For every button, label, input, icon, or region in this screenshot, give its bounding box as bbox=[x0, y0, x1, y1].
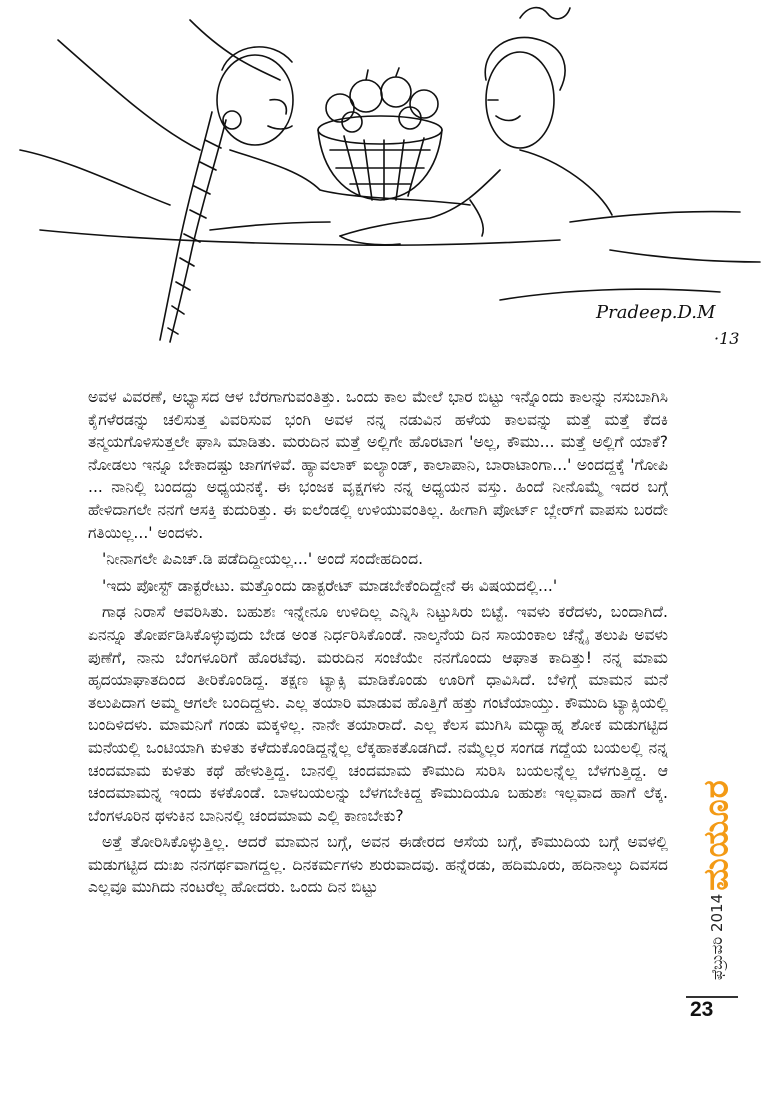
artist-signature: Pradeep.D.M bbox=[596, 302, 716, 323]
paragraph: ಅತ್ತೆ ತೋರಿಸಿಕೊಳ್ಳುತ್ತಿಲ್ಲ. ಆದರೆ ಮಾಮನ ಬಗ್ಗೆ, ಅವನ ಈಡೇರದ ಆಸೆಯ ಬಗ್ಗೆ, ಕೌಮುದಿಯ ಬಗ್ಗೆ ಅವಳಲ್ಲಿ ಮಡುಗಟ್ಟಿದ ದುಃಖ ನನಗರ್ಥವಾಗದ್ದಲ್ಲ. ದಿನಕರ್ಮಗಳು ಶುರುವಾದವು. ಹನ್ನೆರಡು, ಹದಿಮೂರು, ಹದಿನಾಲ್ಕು ದಿವಸದ ಎಲ್ಲವೂ ಮುಗಿದು ನಂಟರೆಲ್ಲ ಹೋದರು. ಒಂದು ದಿನ ಬಿಟ್ಟು bbox=[88, 833, 668, 897]
article-body bbox=[88, 386, 668, 899]
paragraph: 'ಇದು ಪೋಸ್ಟ್ ಡಾಕ್ಟರೇಟು. ಮತ್ತೊಂದು ಡಾಕ್ಟರೇಟ್ ಮಾಡಬೇಕೆಂದಿದ್ದೇನೆ ಈ ವಿಷಯದಲ್ಲಿ...' bbox=[102, 576, 558, 595]
magazine-logo bbox=[696, 780, 738, 890]
paragraph: ಗಾಢ ನಿರಾಸೆ ಆವರಿಸಿತು. ಬಹುಶಃ ಇನ್ನೇನೂ ಉಳಿದಿಲ್ಲ ಎನ್ನಿಸಿ ನಿಟ್ಟುಸಿರು ಬಿಟ್ಟೆ. ಇವಳು ಕರೆದಳು, ಬಂದಾಗಿದೆ. ಏನನ್ನೂ ತೋರ್ಪಡಿಸಿಕೊಳ್ಳುವುದು ಬೇಡ ಅಂತ ನಿರ್ಧರಿಸಿಕೊಂಡೆ. ನಾಲ್ಕನೆಯ ದಿನ ಸಾಯಂಕಾಲ ಚೆನ್ನೈ ತಲುಪಿ ಅವಳು ಪುಣೆಗೆ, ನಾನು ಬೆಂಗಳೂರಿಗೆ ಹೊರಟೆವು. ಮರುದಿನ ಸಂಜೆಯೇ ನನಗೊಂದು ಆಘಾತ ಕಾದಿತ್ತು! ನನ್ನ ಮಾಮ ಹೃದಯಾಘಾತದಿಂದ ತೀರಿಕೊಂಡಿದ್ದ. ತಕ್ಷಣ ಟ್ಯಾಕ್ಸಿ ಮಾಡಿಕೊಂಡು ಊರಿಗೆ ಧಾವಿಸಿದೆ. ಬೆಳಿಗ್ಗೆ ಮಾಮನ ಮನೆ ತಲುಪಿದಾಗ ಅಮ್ಮ ಆಗಲೇ ಬಂದಿದ್ದಳು. ಎಲ್ಲ ತಯಾರಿ ಮಾಡುವ ಹೊತ್ತಿಗೆ ಹತ್ತು ಗಂಟೆಯಾಯ್ತು. ಕೌಮುದಿ ಟ್ಯಾಕ್ಸಿಯಲ್ಲಿ ಬಂದಿಳಿದಳು. ಮಾಮನಿಗೆ ಗಂಡು ಮಕ್ಕಳಿಲ್ಲ. ನಾನೇ ತಯಾರಾದೆ. ಎಲ್ಲ ಕೆಲಸ ಮುಗಿಸಿ ಮಧ್ಯಾಹ್ನ ಶೋಕ ಮಡುಗಟ್ಟಿದ ಮನೆಯಲ್ಲಿ ಒಂಟಿಯಾಗಿ ಕುಳಿತು ಕಳೆದುಕೊಂಡಿದ್ದನ್ನೆಲ್ಲ ಲೆಕ್ಕಹಾಕತೊಡಗಿದೆ. ನಮ್ಮೆಲ್ಲರ ಸಂಗಡ ಗದ್ದೆಯ ಬಯಲಲ್ಲಿ ನನ್ನ ಚಂದಮಾಮ ಕುಳಿತು ಕಥೆ ಹೇಳುತ್ತಿದ್ದ. ಬಾನಲ್ಲಿ ಚಂದಮಾಮ ಕೌಮುದಿ ಸುರಿಸಿ ಬಯಲನ್ನೆಲ್ಲ ಬೆಳಗುತ್ತಿದ್ದ. ಆ ಚಂದಮಾಮನ್ನ ಇಂದು ಕಳಕೊಂಡೆ. ಬಾಳಬಯಲನ್ನು ಬೆಳಗಬೇಕಿದ್ದ ಕೌಮುದಿಯೂ ಬಹುಶಃ ಇಲ್ಲವಾದ ಹಾಗೆ ಲೆಕ್ಕ. ಬೆಂಗಳೂರಿನ ಥಳುಕಿನ ಬಾನಿನಲ್ಲಿ ಚಂದಮಾಮ ಎಲ್ಲಿ ಕಾಣಬೇಕು? bbox=[88, 603, 668, 825]
paragraph: 'ನೀನಾಗಲೇ ಪಿಎಚ್.ಡಿ ಪಡೆದಿದ್ದೀಯಲ್ಲ...' ಅಂದೆ ಸಂದೇಹದಿಂದ. bbox=[102, 550, 424, 569]
page-number: 23 bbox=[690, 998, 714, 1021]
article-illustration bbox=[0, 0, 767, 360]
paragraph: ಅವಳ ವಿವರಣೆ, ಅಭ್ಯಾಸದ ಆಳ ಬೆರಗಾಗುವಂತಿತ್ತು. ಒಂದು ಕಾಲ ಮೇಲೆ ಭಾರ ಬಿಟ್ಟು ಇನ್ನೊಂದು ಕಾಲನ್ನು ನಸುಬಾಗಿಸಿ ಕೈಗಳೆರಡನ್ನು ಚಲಿಸುತ್ತ ವಿವರಿಸುವ ಭಂಗಿ ಅವಳ ನನ್ನ ನಡುವಿನ ಹಳೆಯ ಕಾಲವನ್ನು ಮತ್ತೆ ಮತ್ತೆ ಕೆದಕಿ ತನ್ಮಯಗೊಳಿಸುತ್ತಲೇ ಘಾಸಿ ಮಾಡಿತು. ಮರುದಿನ ಮತ್ತೆ ಅಲ್ಲಿಗೇ ಹೊರಟಾಗ 'ಅಲ್ಲ, ಕೌಮು... ಮತ್ತೆ ಅಲ್ಲಿಗೆ ಯಾಕೆ? ನೋಡಲು ಇನ್ನೂ ಬೇಕಾದಷ್ಟು ಜಾಗಗಳಿವೆ. ಹ್ಯಾವಲಾಕ್ ಐಲ್ಯಾಂಡ್, ಕಾಲಾಪಾನಿ, ಬಾರಾಟಾಂಗಾ...' ಅಂದದ್ದಕ್ಕೆ 'ಗೋಪಿ ... ನಾನಿಲ್ಲಿ ಬಂದದ್ದು ಅಧ್ಯಯನಕ್ಕೆ. ಈ ಭಂಜಕ ವೃಕ್ಷಗಳು ನನ್ನ ಅಧ್ಯಯನ ವಸ್ತು. ಹಿಂದೆ ನೀನೊಮ್ಮೆ ಇದರ ಬಗ್ಗೆ ಹೇಳಿದಾಗಲೇ ನನಗೆ ಆಸಕ್ತಿ ಕುದುರಿತ್ತು. ಈ ಐಲೆಂಡಲ್ಲಿ ಉಳಿಯುವಂತಿಲ್ಲ. ಹೀಗಾಗಿ ಪೋರ್ಟ್ ಬ್ಲೇರ್‌ಗೆ ವಾಪಸು ಬರದೇ ಗತಿಯಿಲ್ಲ...' ಅಂದಳು. bbox=[88, 388, 668, 542]
issue-date-wrapper bbox=[700, 888, 734, 986]
artist-signature-year: ·13 bbox=[714, 329, 740, 348]
issue-date: ಫೆಬ್ರುವರಿ 2014 bbox=[708, 893, 727, 981]
magazine-name: ಮಯೂರ bbox=[697, 779, 737, 891]
magazine-sidebar bbox=[696, 780, 738, 1000]
